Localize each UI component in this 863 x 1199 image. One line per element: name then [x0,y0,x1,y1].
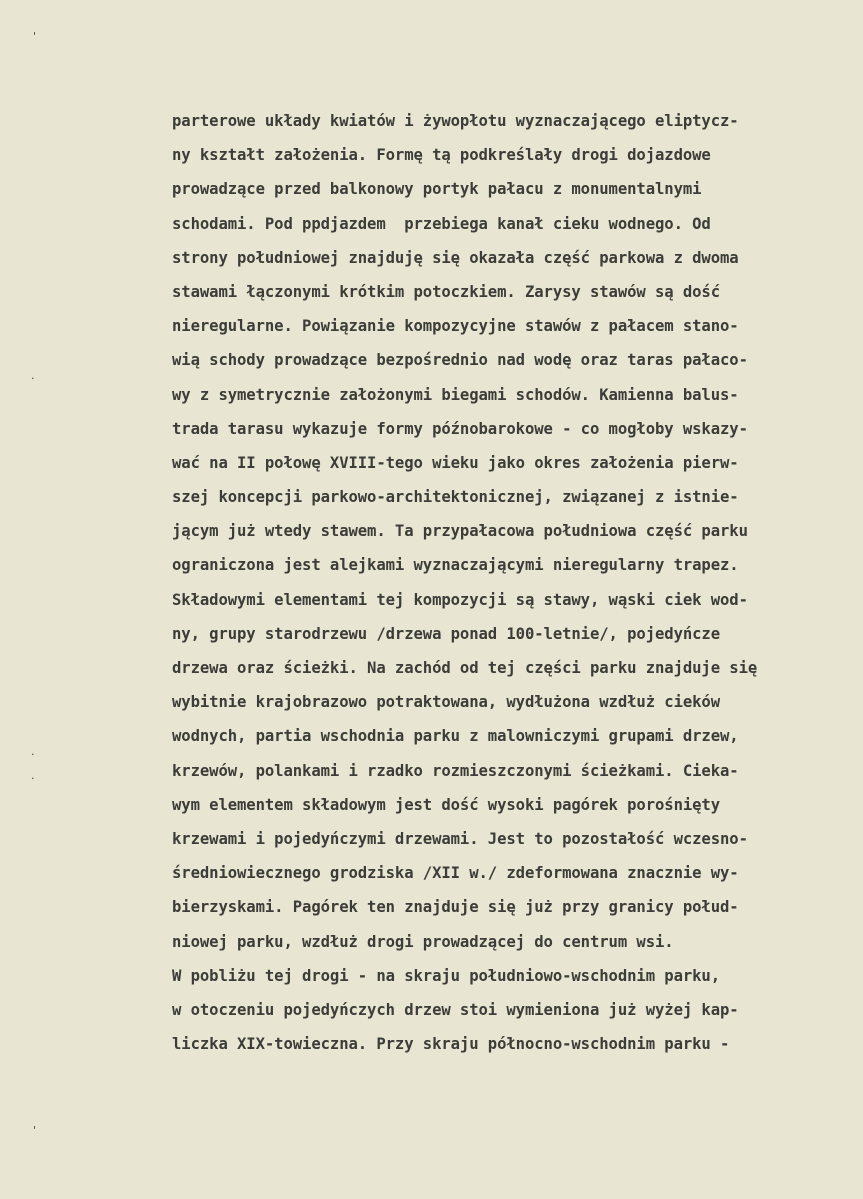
margin-mark: ' [33,30,37,43]
text-line: średniowiecznego grodziska /XII w./ zdeformowana znacznie wy- [172,864,739,883]
text-line: trada tarasu wykazuje formy późnobarokowe - co mogłoby wskazy- [172,419,748,438]
text-line: schodami. Pod ppdjazdem przebiega kanał cieku wodnego. Od [172,214,711,233]
text-line: wią schody prowadzące bezpośrednio nad wodę oraz taras pałaco- [172,351,748,370]
text-line: szej koncepcji parkowo-architektonicznej, związanej z istnie- [172,488,739,507]
text-line: w otoczeniu pojedyńczych drzew stoi wymieniona już wyżej kap- [172,1000,739,1019]
text-line: ny, grupy starodrzewu /drzewa ponad 100-letnie/, pojedyńcze [172,624,721,643]
text-line: W pobliżu tej drogi - na skraju południowo-wschodnim parku, [172,966,721,985]
text-line: wodnych, partia wschodnia parku z malowniczymi grupami drzew, [172,727,739,746]
text-line: nieregularne. Powiązanie kompozycyjne stawów z pałacem stano- [172,317,739,336]
text-line: strony południowej znajduję się okazała część parkowa z dwoma [172,248,739,267]
text-line: drzewa oraz ścieżki. Na zachód od tej części parku znajduje się [172,659,758,677]
body-text [172,104,852,1061]
text-line: wy z symetrycznie założonymi biegami schodów. Kamienna balus- [172,385,739,404]
text-line: wać na II połowę XVIII-tego wieku jako okres założenia pierw- [172,453,739,472]
margin-mark: · [31,372,35,385]
margin-mark: · [31,748,35,761]
text-line: krzewów, polankami i rzadko rozmieszczonymi ścieżkami. Cieka- [172,761,739,780]
text-line: Składowymi elementami tej kompozycji są stawy, wąski ciek wod- [172,590,748,609]
text-line: ograniczona jest alejkami wyznaczającymi nieregularny trapez. [172,556,739,575]
text-line: niowej parku, wzdłuż drogi prowadzącej do centrum wsi. [172,932,674,951]
text-line: krzewami i pojedyńczymi drzewami. Jest to pozostałość wczesno- [172,829,748,848]
text-line: jącym już wtedy stawem. Ta przypałacowa południowa część parku [172,522,748,541]
text-line: bierzyskami. Pagórek ten znajduje się już przy granicy połud- [172,898,739,917]
margin-mark: ' [33,1124,37,1137]
text-line: liczka XIX-towieczna. Przy skraju północno-wschodnim parku - [172,1035,730,1054]
text-line: ny kształt założenia. Formę tą podkreślały drogi dojazdowe [172,146,711,165]
margin-mark: · [31,772,35,785]
text-line: wym elementem składowym jest dość wysoki pagórek porośnięty [172,795,721,814]
text-line: prowadzące przed balkonowy portyk pałacu z monumentalnymi [172,180,702,199]
text-line: stawami łączonymi krótkim potoczkiem. Zarysy stawów są dość [172,282,721,301]
text-line: wybitnie krajobrazowo potraktowana, wydłużona wzdłuż cieków [172,693,721,712]
text-line: parterowe układy kwiatów i żywopłotu wyznaczającego eliptycz- [172,112,739,130]
